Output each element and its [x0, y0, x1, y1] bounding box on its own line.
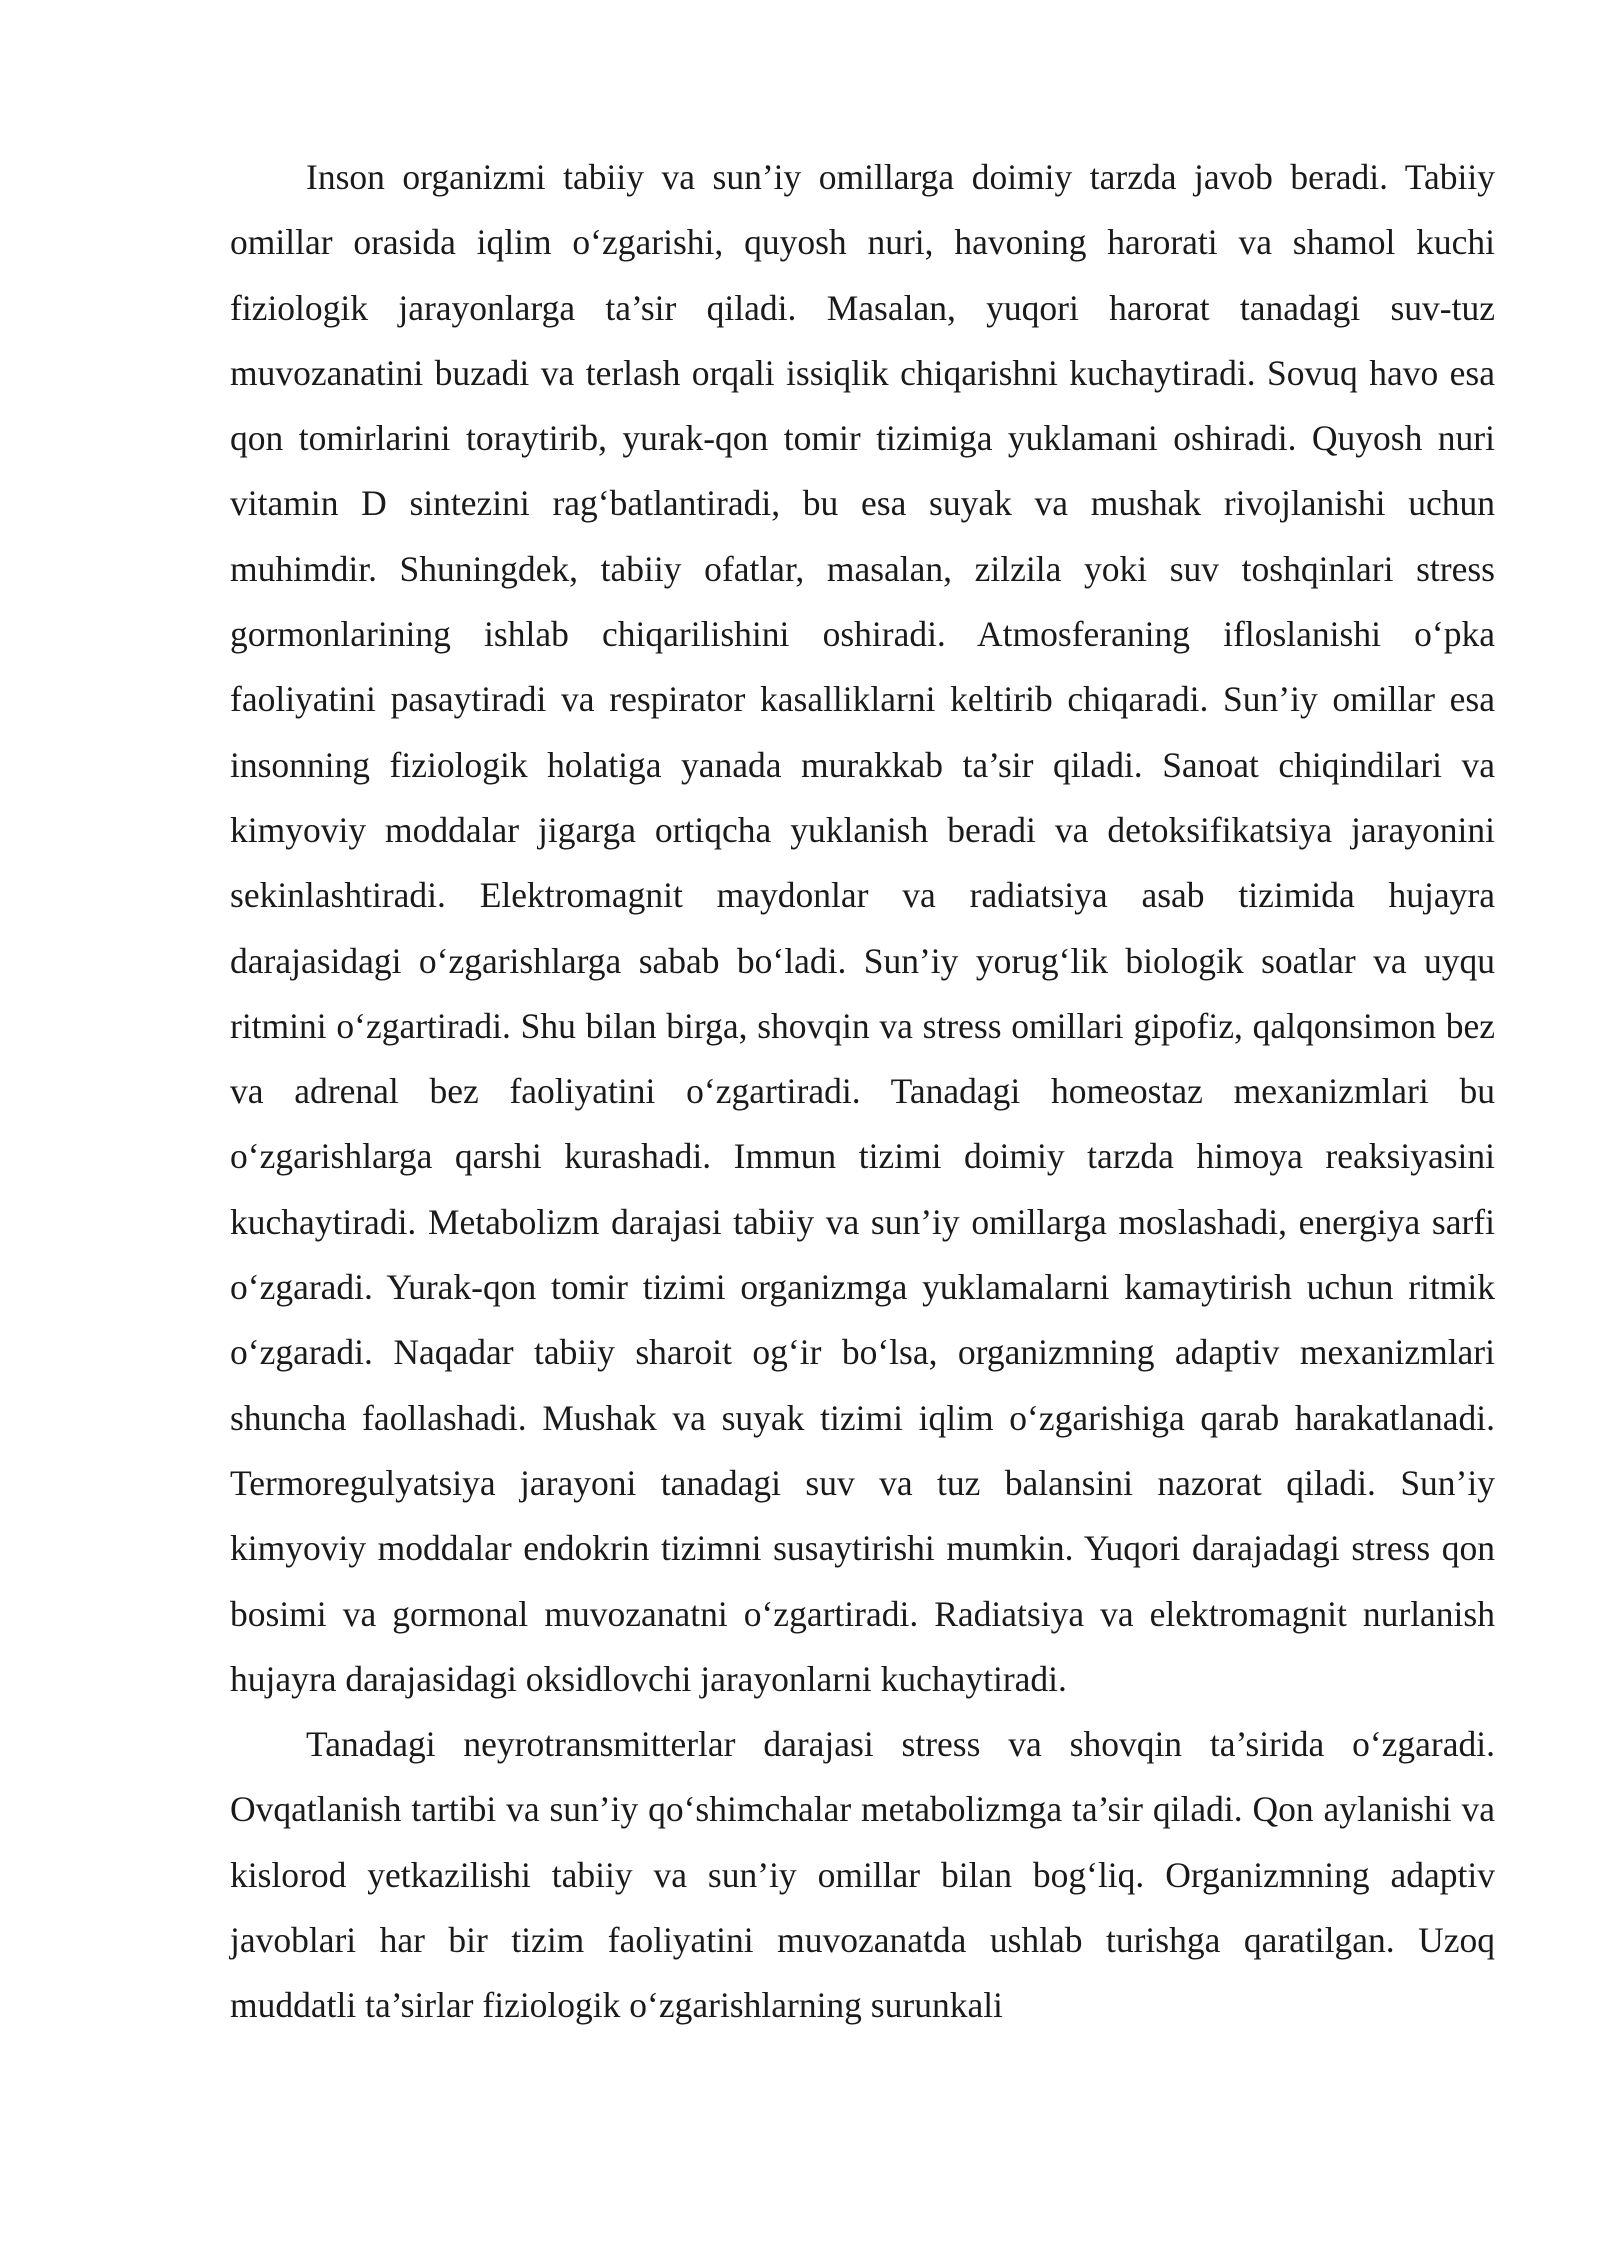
paragraph-1: Inson organizmi tabiiy va sun’iy omillarga doimiy tarzda javob beradi. Tabiiy omillar orasida iqlim o‘zgarishi, quyosh nuri, havoning harorati va shamol kuchi fiziologik jarayonlarga ta’sir qiladi. Masalan, yuqori harorat tanadagi suv-tuz muvozanatini buzadi va terlash orqali issiqlik chiqarishni kuchaytiradi. Sovuq havo esa qon tomirlarini toraytirib, yurak-qon tomir tizimiga yuklamani oshiradi. Quyosh nuri vitamin D sintezini rag‘batlantiradi, bu esa suyak va mushak rivojlanishi uchun muhimdir. Shuningdek, tabiiy ofatlar, masalan, zilzila yoki suv toshqinlari stress gormonlarining ishlab chiqarilishini oshiradi. Atmosferaning ifloslanishi o‘pka faoliyatini pasaytiradi va respirator kasalliklarni keltirib chiqaradi. Sun’iy omillar esa insonning fiziologik holatiga yanada murakkab ta’sir qiladi. Sanoat chiqindilari va kimyoviy moddalar jigarga ortiqcha yuklanish beradi va detoksifikatsiya jarayonini sekinlashtiradi. Elektromagnit maydonlar va radiatsiya asab tizimida hujayra darajasidagi o‘zgarishlarga sabab bo‘ladi. Sun’iy yorug‘lik biologik soatlar va uyqu ritmini o‘zgartiradi. Shu bilan birga, shovqin va stress omillari gipofiz, qalqonsimon bez va adrenal bez faoliyatini o‘zgartiradi. Tanadagi homeostaz mexanizmlari bu o‘zgarishlarga qarshi kurashadi. Immun tizimi doimiy tarzda himoya reaksiyasini kuchaytiradi. Metabolizm darajasi tabiiy va sun’iy omillarga moslashadi, energiya sarfi o‘zgaradi. Yurak-qon tomir tizimi organizmga yuklamalarni kamaytirish uchun ritmik o‘zgaradi. Naqadar tabiiy sharoit og‘ir bo‘lsa, organizmning adaptiv mexanizmlari shuncha faollashadi. Mushak va suyak tizimi iqlim o‘zgarishiga qarab harakatlanadi. Termoregulyatsiya jarayoni tanadagi suv va tuz balansini nazorat qiladi. Sun’iy kimyoviy moddalar endokrin tizimni susaytirishi mumkin. Yuqori darajadagi stress qon bosimi va gormonal muvozanatni o‘zgartiradi. Radiatsiya va elektromagnit nurlanish hujayra darajasidagi oksidlovchi jarayonlarni kuchaytiradi.: [230, 157, 1495, 1699]
body-text: [230, 145, 1495, 2039]
paragraph-2: Tanadagi neyrotransmitterlar darajasi stress va shovqin ta’sirida o‘zgaradi. Ovqatlanish tartibi va sun’iy qo‘shimchalar metabolizmga ta’sir qiladi. Qon aylanishi va kislorod yetkazilishi tabiiy va sun’iy omillar bilan bog‘liq. Organizmning adaptiv javoblari har bir tizim faoliyatini muvozanatda ushlab turishga qaratilgan. Uzoq muddatli ta’sirlar fiziologik o‘zgarishlarning surunkali: [230, 1724, 1495, 2026]
